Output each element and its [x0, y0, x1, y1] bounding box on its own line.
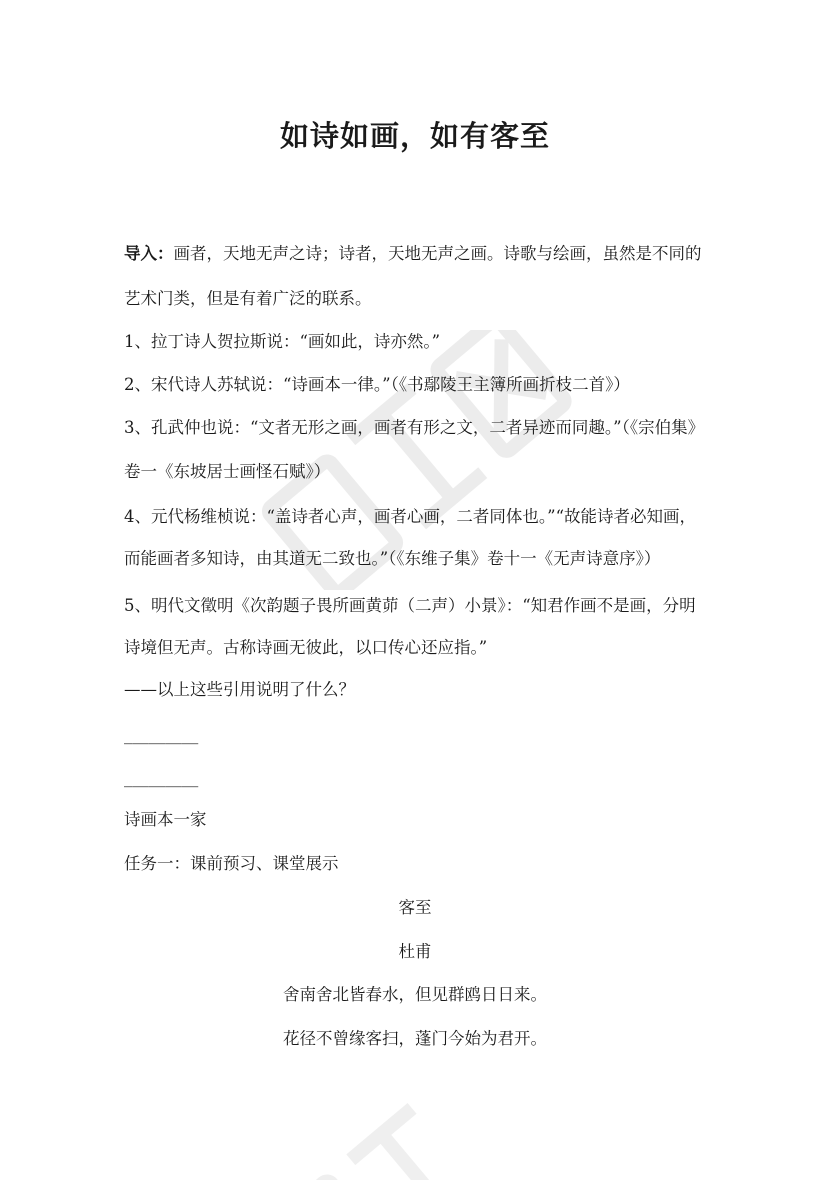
quote-5-line-1: 5、明代文徵明《次韵题子畏所画黄茆（二声）小景》：“知君作画不是画，分明 — [124, 596, 696, 615]
question-line: ——以上这些引用说明了什么？ — [124, 680, 355, 699]
intro-line-2: 艺术门类，但是有着广泛的联系。 — [124, 289, 372, 308]
watermark-graphic-bottom — [250, 1050, 590, 1180]
poem-line-2: 花径不曾缘客扫，蓬门今始为君开。 — [283, 1029, 547, 1048]
poem-title: 客至 — [398, 898, 432, 917]
answer-blank-1: _________ — [124, 725, 199, 744]
poem-author: 杜甫 — [398, 942, 432, 961]
task-heading: 任务一：课前预习、课堂展示 — [124, 854, 339, 873]
quote-4-line-2: 而能画者多知诗，由其道无二致也。”（《东维子集》卷十一《无声诗意序》） — [124, 549, 661, 568]
quote-4-line-1: 4、元代杨维桢说：“盖诗者心声，画者心画，二者同体也。”“故能诗者必知画， — [124, 507, 697, 526]
poem-line-1: 舍南舍北皆春水，但见群鸥日日来。 — [283, 985, 547, 1004]
intro-line-1 — [124, 242, 702, 266]
quote-2: 2、宋代诗人苏轼说：“诗画本一律。”（《书鄢陵王主簿所画折枝二首》） — [124, 375, 630, 394]
section-heading: 诗画本一家 — [124, 810, 207, 829]
quote-5-line-2: 诗境但无声。古称诗画无彼此，以口传心还应指。” — [124, 638, 488, 657]
answer-blank-2: _________ — [124, 768, 199, 787]
intro-label: 导入： — [124, 244, 174, 263]
quote-3-line-2: 卷一《东坡居士画怪石赋》） — [124, 462, 331, 481]
document-title: 如诗如画，如有客至 — [279, 119, 550, 153]
quote-3-line-1: 3、孔武仲也说：“文者无形之画，画者有形之文，二者异迹而同趣。”（《宗伯集》 — [124, 418, 705, 437]
quote-1: 1、拉丁诗人贺拉斯说：“画如此，诗亦然。” — [124, 332, 441, 351]
intro-text-1: 画者，天地无声之诗；诗者，天地无声之画。诗歌与绘画，虽然是不同的 — [173, 244, 702, 263]
